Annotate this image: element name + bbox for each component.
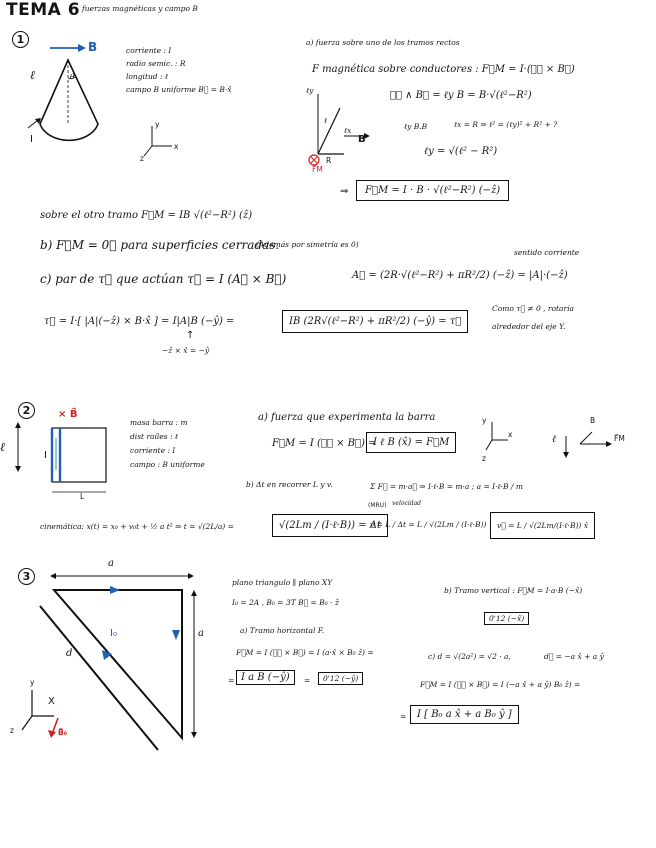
problem-2-axis-y: y (482, 416, 487, 425)
problem-2-part-a-formula: F⃗M = I (ℓ⃗ × B⃗) = (272, 438, 377, 449)
problem-1-ly: ℓy = √(ℓ² − R²) (424, 146, 498, 157)
problem-2-part-a-boxed: I ℓ B (x̂) = F⃗M (366, 432, 456, 453)
problem-2-rails-figure (10, 420, 120, 500)
page-subtitle: fuerzas magnéticas y campo B (82, 4, 198, 13)
problem-1-cross-product: ℓ⃗ ∧ B⃗ = ℓy B = B·√(ℓ²−R²) (390, 90, 532, 101)
problem-2-part-b: b) Δt en recorrer L y v. (246, 480, 333, 489)
problem-2-number: 2 (18, 402, 35, 419)
problem-1-theta-label: θ (70, 72, 75, 81)
problem-3-part-a-boxed-1: I a B (−ŷ) (236, 670, 295, 685)
problem-3-part-c-boxed: I [ B₀ a x̂ + a B₀ ŷ ] (410, 705, 519, 724)
problem-3-givens: I₀ = 2A , B₀ = 3T B⃗ = B₀ · ẑ (232, 598, 339, 607)
problem-1-part-a-formula: F magnética sobre conductores : F⃗M = I·(ℓ⃗ × B⃗) (312, 64, 575, 75)
problem-2-velocity: v = L / Δt = L / √(2Lm / (I·ℓ·B)) (370, 520, 487, 529)
problem-2-velocity-note: velocidad (392, 500, 422, 507)
problem-2-part-a: a) fuerza que experimenta la barra (258, 412, 436, 423)
problem-3-a-top: a (108, 558, 114, 569)
problem-3-part-c-d: c) d = √(2a²) = √2 · a, (428, 652, 511, 661)
problem-3-part-a-formula: F⃗M = I (ℓ⃗ × B⃗) = I (a·x̂ × B₀ ẑ) = (236, 648, 374, 657)
problem-1-area-note: sentido corriente (514, 248, 580, 257)
problem-1-fig-lx: ℓx (344, 126, 352, 135)
problem-2-i-label: I (44, 450, 47, 461)
problem-1-part-b: b) F⃗M = 0⃗ para superficies cerradas. (40, 238, 280, 252)
problem-3-part-c-force: F⃗M = I (ℓ⃗ × B⃗) = I (−a x̂ + a ŷ) B₀ ẑ) = (420, 680, 581, 689)
problem-1-given-radius: radio semic. : R (126, 59, 186, 68)
problem-3-axis-y: y (30, 678, 35, 687)
problem-1-lyb: ℓy B.B (404, 122, 428, 131)
problem-1-other-segment: sobre el otro tramo F⃗M = IB √(ℓ²−R²) (ẑ) (40, 210, 253, 221)
problem-1-rotation-note-2: alrededor del eje Y. (492, 322, 566, 331)
problem-1-fig-l: ℓ (324, 116, 328, 125)
problem-3-part-c-dvec: d⃗ = −a x̂ + a ŷ (544, 652, 604, 661)
problem-3-b-label: B⃗₀ (58, 728, 68, 737)
problem-3-a-side: a (198, 628, 204, 639)
problem-2-given-field: campo : B uniforme (130, 460, 205, 469)
problem-2-b-label: × B⃗ (58, 409, 78, 420)
problem-1-area: A⃗ = (2R·√(ℓ²−R²) + πR²/2) (−ẑ) = |A|·(−ẑ) (352, 270, 568, 281)
problem-1-torque-line: τ⃗ = I·[ |A|(−ẑ) × B·x̂ ] = I|A|B (−ŷ) = (44, 316, 235, 327)
problem-3-part-a: a) Tramo horizontal F. (240, 626, 325, 635)
problem-3-d-label: d (66, 648, 73, 659)
problem-2-axes-b: B (590, 416, 596, 425)
problem-1-given-current: corriente : I (126, 46, 172, 55)
problem-2-part-b-formula: Σ F⃗ = m·a⃗ ⇒ I·ℓ·B = m·a ; a = I·ℓ·B / m (370, 482, 523, 491)
problem-1-torque-boxed: IB (2R√(ℓ²−R²) + πR²/2) (−ŷ) = τ⃗ (282, 310, 468, 333)
page-title: TEMA 6 (6, 0, 81, 20)
problem-2-given-current: corriente : I (130, 446, 176, 455)
problem-2-kinematics: cinemática: x(t) = x₀ + v₀t + ½ a t² ⇒ t = √(2L/a) = (40, 522, 234, 531)
problem-2-l-label: ℓ (0, 440, 5, 454)
problem-2-velocity-boxed: v⃗ = L / √(2Lm/(I·ℓ·B)) x̂ (490, 512, 595, 539)
problem-3-axis-z: z (10, 726, 14, 735)
problem-3-part-a-boxed-2: 0'12 (−ŷ) (318, 672, 363, 685)
problem-2-axis-z: z (482, 454, 486, 463)
problem-1-axis-x: x (174, 142, 179, 151)
problem-1-part-b-note: (Además por simetría es 0) (256, 240, 359, 249)
problem-3-number: 3 (18, 568, 35, 585)
problem-2-mru: (MRU) (368, 502, 387, 509)
problem-1-part-a-title: a) fuerza sobre uno de los tramos rectos (306, 38, 460, 47)
problem-2-dt-boxed: √(2Lm / (I·ℓ·B)) = Δt (272, 514, 388, 537)
problem-1-axis-y: y (155, 120, 160, 129)
problem-1-fig-b: B (358, 134, 366, 145)
problem-1-loop-figure (20, 42, 130, 152)
problem-3-i-label: I₀ (110, 628, 117, 639)
problem-2-axes-f: F⃗M (614, 434, 625, 443)
problem-2-axis-x: x (508, 430, 513, 439)
problem-3-part-a-eq: = (304, 676, 311, 685)
problem-3-part-b-boxed: 0'12 (−x̂) (484, 612, 529, 625)
problem-1-i-label: I (30, 134, 33, 145)
problem-3-axes (10, 680, 80, 740)
problem-1-rotation-note-1: Como τ⃗ ≠ 0 , rotaría (492, 304, 574, 313)
problem-2-given-mass: masa barra : m (130, 418, 188, 427)
problem-1-l-label: ℓ (30, 68, 35, 82)
problem-1-cross-note: −ẑ × x̂ = −ŷ (162, 346, 210, 355)
problem-2-l-length-label: L (80, 492, 85, 501)
problem-1-vector-figure (300, 84, 372, 176)
problem-3-intro: plano triangulo ∥ plano XY (232, 578, 333, 587)
problem-1-number: 1 (12, 31, 29, 48)
problem-1-fig-ly: ℓy (306, 86, 314, 95)
problem-1-force-result: F⃗M = I · B · √(ℓ²−R²) (−ẑ) (356, 180, 509, 201)
problem-3-part-b: b) Tramo vertical : F⃗M = I·a·B (−x̂) (444, 586, 583, 595)
problem-1-given-length: longitud : ℓ (126, 72, 169, 81)
problem-1-part-c: c) par de τ⃗ que actúan τ⃗ = I (A⃗ × B⃗) (40, 272, 287, 286)
problem-2-given-rails: dist raíles : ℓ (130, 432, 179, 441)
problem-1-given-field: campo B uniforme B⃗ = B·x̂ (126, 85, 232, 94)
problem-1-axis-z: z (140, 154, 144, 163)
problem-3-axis-x: X (48, 696, 55, 707)
problem-1-b-label: B (88, 40, 98, 54)
problem-1-fig-r: R (326, 156, 332, 165)
problem-1-fig-force: F⃗M (312, 165, 323, 174)
problem-1-lx: ℓx = R ⇒ ℓ² = (ℓy)² + R² + ? (454, 120, 558, 129)
problem-2-axes-l: ℓ (552, 434, 557, 445)
